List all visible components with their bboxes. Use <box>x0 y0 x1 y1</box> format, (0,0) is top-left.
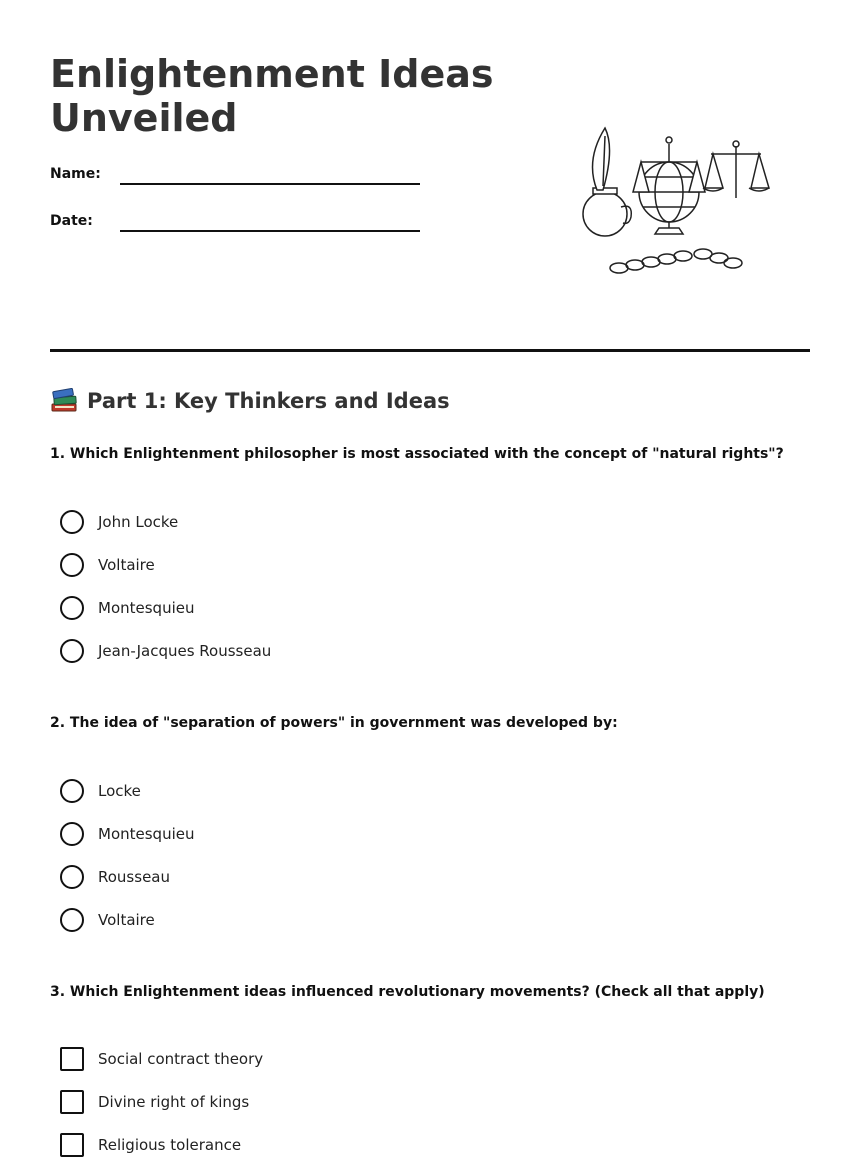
question-1: 1. Which Enlightenment philosopher is most associated with the concept of "natural rights"? <box>50 446 784 462</box>
q1-option-2[interactable] <box>60 552 155 578</box>
section-divider <box>50 349 810 352</box>
part1-title: Part 1: Key Thinkers and Ideas <box>87 389 450 413</box>
q1-option-3[interactable] <box>60 595 194 621</box>
option-label: Religious tolerance <box>98 1136 242 1154</box>
option-label: Montesquieu <box>98 825 195 843</box>
option-label: Rousseau <box>98 868 170 886</box>
q2-option-3[interactable] <box>60 864 170 890</box>
q1-option-4[interactable] <box>60 638 271 664</box>
radio-button[interactable] <box>60 596 84 620</box>
checkbox[interactable] <box>60 1090 84 1114</box>
option-label: Locke <box>98 782 141 800</box>
q3-option-2[interactable] <box>60 1089 249 1115</box>
name-input-line[interactable] <box>120 183 420 185</box>
scales-of-justice-icon <box>703 141 769 198</box>
radio-button[interactable] <box>60 639 84 663</box>
option-label: Social contract theory <box>98 1050 264 1068</box>
option-label: John Locke <box>98 513 179 531</box>
q2-option-2[interactable] <box>60 821 194 847</box>
worksheet-title: Enlightenment Ideas Unveiled <box>50 52 494 140</box>
q3-option-3[interactable] <box>60 1132 241 1158</box>
date-input-line[interactable] <box>120 230 420 232</box>
q2-option-1[interactable] <box>60 778 141 804</box>
radio-button[interactable] <box>60 865 84 889</box>
option-label: Voltaire <box>98 911 155 929</box>
enlightenment-illustration <box>575 122 775 282</box>
part1-heading <box>50 388 450 414</box>
name-label: Name: <box>50 166 101 182</box>
broken-chain-icon <box>610 249 742 273</box>
question-3: 3. Which Enlightenment ideas influenced revolutionary movements? (Check all that apply) <box>50 984 765 1000</box>
radio-button[interactable] <box>60 822 84 846</box>
q2-option-4[interactable] <box>60 907 155 933</box>
checkbox[interactable] <box>60 1047 84 1071</box>
option-label: Divine right of kings <box>98 1093 250 1111</box>
quill-inkwell-icon <box>583 128 631 236</box>
radio-button[interactable] <box>60 908 84 932</box>
date-label: Date: <box>50 213 93 229</box>
radio-button[interactable] <box>60 510 84 534</box>
q3-option-1[interactable] <box>60 1046 263 1072</box>
radio-button[interactable] <box>60 553 84 577</box>
checkbox[interactable] <box>60 1133 84 1157</box>
option-label: Montesquieu <box>98 599 195 617</box>
option-label: Voltaire <box>98 556 155 574</box>
option-label: Jean-Jacques Rousseau <box>98 642 272 660</box>
books-icon <box>50 388 78 414</box>
globe-scales-icon <box>633 137 705 234</box>
q1-option-1[interactable] <box>60 509 178 535</box>
question-2: 2. The idea of "separation of powers" in government was developed by: <box>50 715 618 731</box>
radio-button[interactable] <box>60 779 84 803</box>
